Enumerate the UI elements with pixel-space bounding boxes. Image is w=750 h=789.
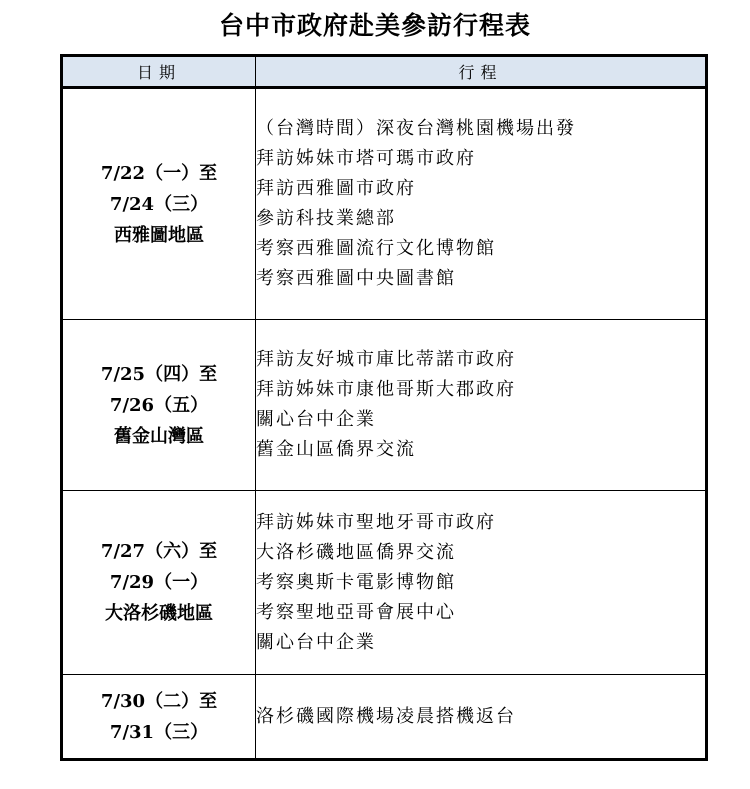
schedule-item: 舊金山區僑界交流 bbox=[256, 439, 416, 460]
date-range-end: 7/24（三） bbox=[109, 193, 209, 215]
date-cell bbox=[62, 491, 256, 675]
date-cell bbox=[62, 320, 256, 491]
schedule-item: 拜訪姊妹市康他哥斯大郡政府 bbox=[256, 379, 516, 400]
schedule-cell bbox=[256, 320, 707, 491]
table-row bbox=[62, 320, 707, 491]
schedule-item: 洛杉磯國際機場凌晨搭機返台 bbox=[256, 705, 516, 727]
schedule-item: 拜訪姊妹市塔可瑪市政府 bbox=[256, 148, 476, 169]
schedule-cell bbox=[256, 491, 707, 675]
date-column-header: 日期 bbox=[62, 56, 256, 88]
schedule-item: 拜訪友好城市庫比蒂諾市政府 bbox=[256, 349, 516, 370]
itinerary-table bbox=[60, 54, 708, 761]
table-row bbox=[62, 491, 707, 675]
date-range-start: 7/22（一）至 bbox=[100, 162, 218, 184]
region-label: 大洛杉磯地區 bbox=[105, 603, 213, 624]
schedule-item: 考察西雅圖中央圖書館 bbox=[256, 268, 456, 289]
region-label: 西雅圖地區 bbox=[114, 224, 204, 246]
date-range-start: 7/30（二）至 bbox=[100, 690, 218, 712]
table-row bbox=[62, 675, 707, 760]
schedule-item: 拜訪姊妹市聖地牙哥市政府 bbox=[256, 511, 496, 533]
region-label: 舊金山灣區 bbox=[114, 425, 204, 447]
schedule-cell bbox=[256, 88, 707, 320]
schedule-item: 拜訪西雅圖市政府 bbox=[256, 178, 416, 199]
table-row bbox=[62, 88, 707, 320]
schedule-item: 考察奧斯卡電影博物館 bbox=[256, 571, 456, 593]
date-range-end: 7/26（五） bbox=[109, 394, 209, 416]
schedule-item: （台灣時間）深夜台灣桃園機場出發 bbox=[256, 118, 576, 139]
date-cell bbox=[62, 675, 256, 760]
schedule-item: 大洛杉磯地區僑界交流 bbox=[256, 541, 456, 563]
date-cell bbox=[62, 88, 256, 320]
date-range-end: 7/31（三） bbox=[109, 721, 209, 743]
date-range-start: 7/25（四）至 bbox=[100, 363, 218, 385]
schedule-cell bbox=[256, 675, 707, 760]
date-range-end: 7/29（一） bbox=[109, 572, 209, 593]
table-header-row bbox=[62, 56, 707, 88]
schedule-item: 參訪科技業總部 bbox=[256, 208, 396, 229]
schedule-item: 考察聖地亞哥會展中心 bbox=[256, 601, 456, 623]
page-title: 台中市政府赴美參訪行程表 bbox=[218, 11, 531, 40]
schedule-column-header: 行程 bbox=[256, 56, 707, 88]
schedule-item: 關心台中企業 bbox=[256, 631, 376, 653]
date-range-start: 7/27（六）至 bbox=[100, 541, 218, 562]
schedule-item: 考察西雅圖流行文化博物館 bbox=[256, 238, 496, 259]
schedule-item: 關心台中企業 bbox=[256, 409, 376, 430]
